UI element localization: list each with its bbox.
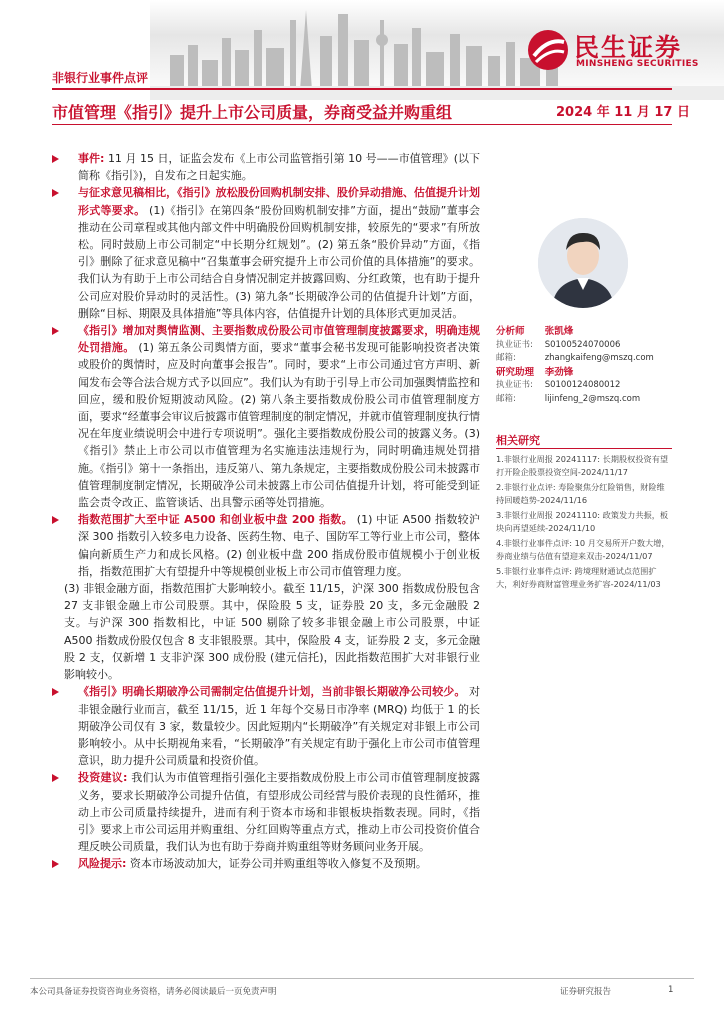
paragraph-heading: 风险提示: xyxy=(78,857,127,871)
bullet-arrow-icon xyxy=(52,516,59,524)
mail-label: 邮箱: xyxy=(496,353,516,363)
cert-number: S0100524070006 xyxy=(544,339,621,350)
bullet-arrow-icon xyxy=(52,155,59,163)
analyst-name: 李劲锋 xyxy=(544,366,574,378)
paragraph-index-scope xyxy=(52,511,480,580)
analyst-photo xyxy=(538,218,628,308)
paragraph-text: (1) 第五条公司舆情方面，要求“董事会秘书发现可能影响投资者决策或股价的舆情时，应及时向董事会报告”。同时，要求“上市公司通过官方声明、新闻发布会等合法合规方式予以回应”。我们认为有助于引导上市公司加强舆情监控和回应，缓和股价短期波动风险。(2) 第八条主要指数成份股公司市值管理制度方面，要求“经董事会审议后披露市值管理制度的制定情况，并就市值管理制度执行情况在年度业绩说明会中进行专项说明”。强化主要指数成份股公司的披露义务。(3)《指引》禁止上市公司以市值管理为名实施违法违规行为，同时明确违规处罚措施。《指引》第十一条指出，违反第八、第九条规定，主要指数成份股公司未披露市值管理制度制定情况，长期破净公司未披露上市公司估值提升计划，将可能受到证监会责令改正、监管谈话、出具警示函等处罚措施。 xyxy=(78,341,480,510)
bullet-arrow-icon xyxy=(52,774,59,782)
analyst-info xyxy=(496,325,672,406)
footer-disclaimer: 本公司具备证券投资咨询业务资格，请务必阅读最后一页免责声明 xyxy=(30,987,277,997)
analyst-2-row xyxy=(496,366,672,380)
cert-number: S0100124080012 xyxy=(544,380,621,390)
analyst-role: 研究助理 xyxy=(496,366,535,378)
paragraph-event xyxy=(52,150,480,184)
analyst-1-mail-row xyxy=(496,352,672,366)
paragraph-text: (1) 中证 A500 指数较沪深 300 指数引入较多电力设备、医药生物、电子、国防军工等行业上市公司，整体偏向新质生产力和成长风格。(2) 创业板中盘 200 指成份股市值规模小于创业板指，指数范围扩大有望提升中等规模创业板上市公司市值管理力度。 xyxy=(78,513,480,578)
related-divider xyxy=(496,448,672,449)
related-item[interactable]: 2.非银行业点评: 寿险聚焦分红险销售，财险维持回暖趋势-2024/11/16 xyxy=(496,482,665,505)
related-item[interactable]: 3.非银行业周报 20241110: 政策发力共振，板块向再望延续-2024/11/10 xyxy=(496,510,669,533)
analyst-1-cert-row xyxy=(496,339,672,353)
paragraph-heading: 《指引》增加对舆情监测、主要指数成份股公司市值管理制度披露要求，明确违规处罚措施。 xyxy=(78,324,480,355)
related-research-title: 相关研究 xyxy=(496,434,540,447)
paragraph-heading: 事件: xyxy=(78,152,105,165)
related-item[interactable]: 4.非银行业事件点评: 10 月交易所开户数大增，券商业绩与估值有望迎来双击-2024/11/07 xyxy=(496,538,670,561)
email-link[interactable]: lijinfeng_2@mszq.com xyxy=(544,393,641,404)
page-number: 1 xyxy=(668,985,674,995)
bullet-arrow-icon xyxy=(52,688,59,696)
analyst-role: 分析师 xyxy=(496,326,525,337)
report-header xyxy=(0,0,724,135)
bullet-arrow-icon xyxy=(52,327,59,335)
paragraph-draft-comparison xyxy=(52,184,480,322)
report-body xyxy=(52,150,480,873)
analyst-name: 张凯烽 xyxy=(544,326,574,337)
paragraph-index-scope-cont xyxy=(52,580,480,683)
paragraph-text: 我们认为市值管理指引强化主要指数成份股上市公司市值管理制度披露义务，要求长期破净公司提升估值，有望形成公司经营与股价表现的良性循环，推动上市公司质量持续提升，进而有利于资本市场和非银板块指数表现。同时，《指引》要求上市公司运用并购重组、分红回购等重点方式，推动上市公司投资价值合理反映公司质量，我们认为也有助于券商并购重组等财务顾问业务开展。 xyxy=(78,771,481,854)
related-item[interactable]: 1.非银行业周报 20241117: 长期股权投资有望打开险企股票投资空间-2024/11/17 xyxy=(496,454,669,477)
mail-label: 邮箱: xyxy=(496,393,516,404)
analyst-1-row xyxy=(496,325,672,339)
paragraph-sentiment-monitoring xyxy=(52,322,480,511)
paragraph-text: 对非银金融行业而言，截至 11/15，近 1 年每个交易日市净率 (MRQ) 均低于 1 的长期破净公司仅有 3 家，数量较少。因此短期内“长期破净”有关规定对非银上市公司影响较小。从中长期视角来看，“长期破净”有关规定有助于强化上市公司市值管理意识，助力提升公司质量和投资价值。 xyxy=(78,685,481,768)
cert-label: 执业证书: xyxy=(496,339,533,350)
footer-divider xyxy=(30,978,694,979)
paragraph-text: 资本市场波动加大，证券公司并购重组等收入修复不及预期。 xyxy=(129,857,427,871)
person-icon xyxy=(538,218,628,308)
header-divider-bottom xyxy=(52,124,672,125)
related-research-list xyxy=(496,453,672,593)
paragraph-heading: 与征求意见稿相比，《指引》放松股份回购机制安排、股价异动措施、估值提升计划形式等要求。 xyxy=(78,186,480,217)
report-title: 市值管理《指引》提升上市公司质量，券商受益并购重组 xyxy=(52,103,453,122)
minsheng-logo-icon xyxy=(526,28,570,72)
paragraph-text: 11 月 15 日，证监会发布《上市公司监管指引第 10 号——市值管理》(以下简称《指引》)，自发布之日起实施。 xyxy=(78,152,481,183)
paragraph-text: (3) 非银金融方面，指数范围扩大影响较小。截至 11/15，沪深 300 指数成份股包含 27 支非银金融上市公司股票。其中，保险股 5 支，证券股 20 支，多元金融股 2 支。与沪深 300 指数相比，中证 500 剔除了较多非银金融上市公司股票，中证 A500 指数成份股仅包含 8 支非银股票。其中，保险股 4 支，证券股 2 支，多元金融股 2 支，仅新增 1 支非沪深 300 成份股 (建元信托)，因此指数范围扩大对非银行业影响较小。 xyxy=(64,582,480,682)
report-date: 2024 年 11 月 17 日 xyxy=(556,105,690,120)
footer-report-type: 证券研究报告 xyxy=(560,987,612,997)
related-item[interactable]: 5.非银行业事件点评: 跨境理财通试点范围扩大，利好券商财富管理业务扩容-2024/11/03 xyxy=(496,566,661,589)
paragraph-investment-advice xyxy=(52,769,480,855)
paragraph-risk xyxy=(52,855,480,872)
email-link[interactable]: zhangkaifeng@mszq.com xyxy=(544,353,654,363)
logo-text-cn: 民生证券 xyxy=(574,33,683,62)
analyst-2-mail-row xyxy=(496,393,672,407)
bullet-arrow-icon xyxy=(52,189,59,197)
paragraph-below-book xyxy=(52,683,480,769)
analyst-2-cert-row xyxy=(496,379,672,393)
paragraph-heading: 投资建议: xyxy=(78,771,128,785)
bullet-arrow-icon xyxy=(52,860,59,868)
paragraph-heading: 指数范围扩大至中证 A500 和创业板中盘 200 指数。 xyxy=(78,513,353,527)
cert-label: 执业证书: xyxy=(496,380,533,390)
header-divider-top xyxy=(52,88,672,90)
paragraph-heading: 《指引》明确长期破净公司需制定估值提升计划，当前非银长期破净公司较少。 xyxy=(78,685,466,699)
minsheng-logo xyxy=(526,28,706,72)
report-category: 非银行业事件点评 xyxy=(52,71,149,85)
paragraph-text: (1)《指引》在第四条“股份回购机制安排”方面，提出“鼓励”董事会推动在公司章程或其他内部文件中明确股份回购机制安排，较原先的“要求”有所放松。同时鼓励上市公司制定“中长期分红规划”。(2) 第五条“股价异动”方面，《指引》删除了征求意见稿中“召集董事会研究提升上市公司价值的具体措施”的要求。我们认为有助于上市公司结合自身情况制定并披露回购、分红政策，也有助于提升公司应对股价异动时的灵活性。(3) 第九条“长期破净公司的估值提升计划”方面，删除“目标、期限及具体措施”等具体内容，估值提升计划的具体形式更加灵活。 xyxy=(78,203,481,320)
logo-text-en: MINSHENG SECURITIES xyxy=(576,59,699,69)
